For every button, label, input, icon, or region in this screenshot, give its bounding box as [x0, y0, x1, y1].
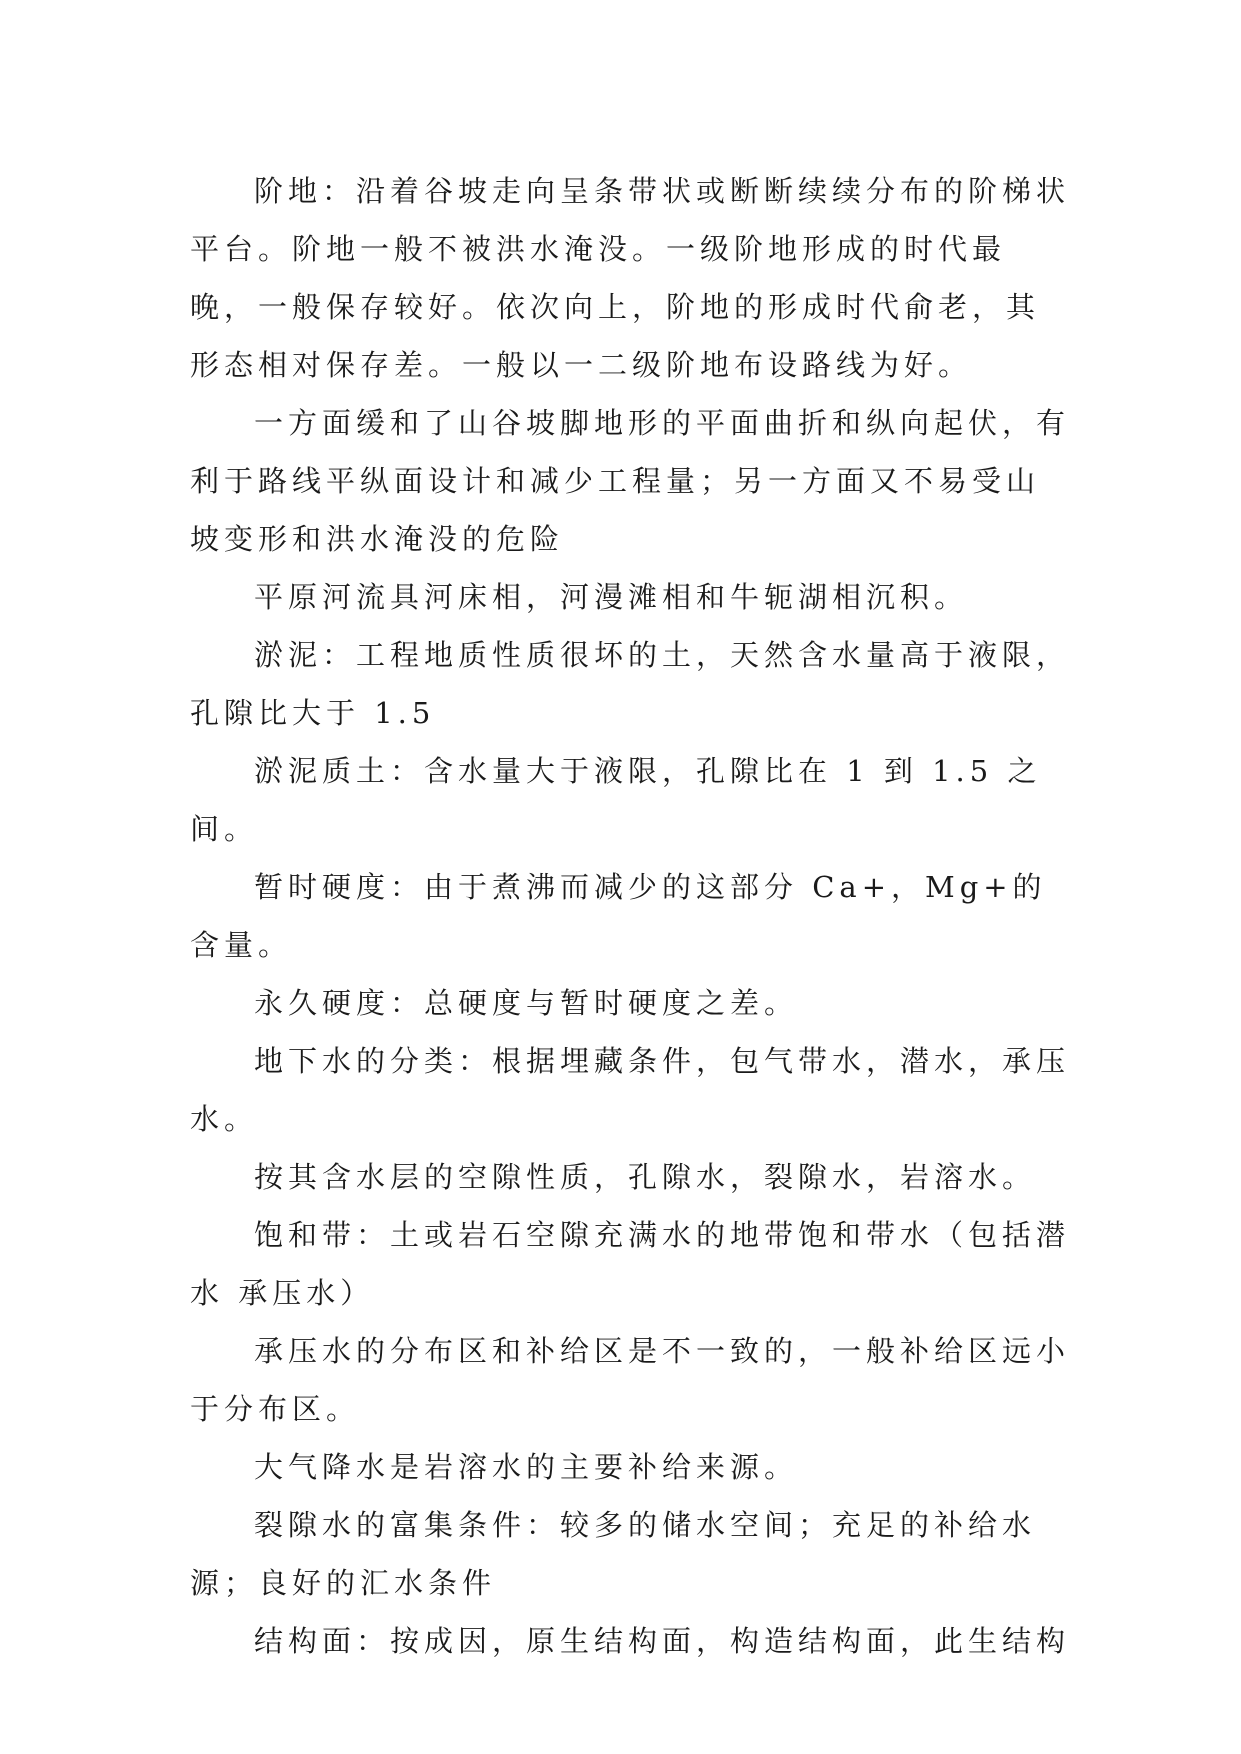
paragraph-temporary-hardness: 暂时硬度：由于煮沸而减少的这部分 Ca+，Mg+的含量。 — [190, 870, 1047, 962]
paragraph-permanent-hardness: 永久硬度：总硬度与暂时硬度之差。 — [254, 986, 799, 1020]
paragraph-karst-water-source: 大气降水是岩溶水的主要补给来源。 — [254, 1450, 799, 1484]
paragraph-silty-soil-definition: 淤泥质土：含水量大于液限，孔隙比在 1 到 1.5 之间。 — [190, 754, 1042, 846]
paragraph-terrace-definition: 阶地：沿着谷坡走向呈条带状或断断续续分布的阶梯状平台。阶地一般不被洪水淹没。一级阶地形成的时代最晚，一般保存较好。依次向上，阶地的形成时代俞老，其形态相对保存差。一般以一二级阶地布设路线为好。 — [190, 174, 1071, 382]
document-body — [190, 162, 1070, 1670]
paragraph-groundwater-classification: 地下水的分类：根据埋藏条件，包气带水，潜水，承压水。 — [190, 1044, 1071, 1136]
paragraph-terrace-advantages: 一方面缓和了山谷坡脚地形的平面曲折和纵向起伏，有利于路线平纵面设计和减少工程量；另一方面又不易受山坡变形和洪水淹没的危险 — [190, 406, 1071, 556]
paragraph-structural-planes: 结构面：按成因，原生结构面，构造结构面，此生结构 — [254, 1624, 1071, 1658]
paragraph-plain-river-deposits: 平原河流具河床相，河漫滩相和牛轭湖相沉积。 — [254, 580, 969, 614]
paragraph-confined-water-recharge: 承压水的分布区和补给区是不一致的，一般补给区远小于分布区。 — [190, 1334, 1071, 1426]
paragraph-silt-definition: 淤泥：工程地质性质很坏的土，天然含水量高于液限，孔隙比大于 1.5 — [190, 638, 1071, 730]
paragraph-fissure-water-conditions: 裂隙水的富集条件：较多的储水空间；充足的补给水源；良好的汇水条件 — [190, 1508, 1037, 1600]
paragraph-saturated-zone: 饱和带：土或岩石空隙充满水的地带饱和带水（包括潜水 承压水） — [190, 1218, 1071, 1310]
paragraph-aquifer-void-types: 按其含水层的空隙性质，孔隙水，裂隙水，岩溶水。 — [254, 1160, 1037, 1194]
